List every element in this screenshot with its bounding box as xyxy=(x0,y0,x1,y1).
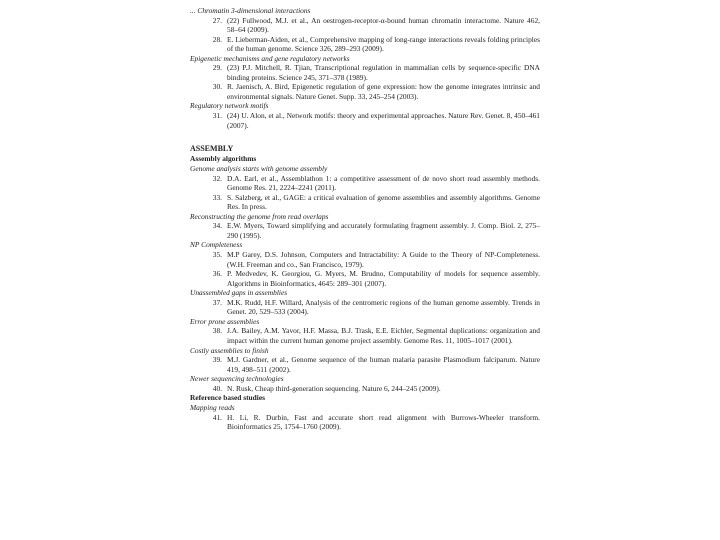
reference-text: S. Salzberg, et al., GAGE: a critical evaluation of genome assemblies and assembly algorithms. Genome Res. In press. xyxy=(227,192,540,212)
reference-number: 31. xyxy=(212,111,222,121)
reference-text: P. Medvedev, K. Georgiou, G. Myers, M. Brudno, Computability of models for sequence assembly. Algorithms in Bioinformatics, 4645: 289–301 (2007). xyxy=(227,269,540,288)
reference-number: 36. xyxy=(212,269,222,279)
reference-number: 40. xyxy=(212,383,222,393)
reference-entry xyxy=(190,63,540,82)
topic-label: Costly assemblies to finish xyxy=(190,345,269,355)
reference-text: (22) Fullwood, M.J. et al., An oestrogen-receptor-α-bound human chromatin interactome. Nature 462, 58–64 (2009). xyxy=(227,15,540,35)
topic-label: ... Chromatin 3-dimensional interactions xyxy=(190,6,311,15)
reference-number: 28. xyxy=(212,34,222,44)
reference-list xyxy=(190,6,540,432)
reference-entry xyxy=(190,384,540,394)
reference-entry xyxy=(190,16,540,35)
reference-number: 38. xyxy=(212,326,222,336)
topic-label: Newer sequencing technologies xyxy=(190,374,284,384)
reference-number: 39. xyxy=(212,355,222,365)
reference-text: M.J. Gardner, et al., Genome sequence of the human malaria parasite Plasmodium falciparum. Nature 419, 498–511 (2002). xyxy=(227,355,540,374)
topic-label: Mapping reads xyxy=(190,403,235,413)
reference-number: 34. xyxy=(212,221,222,231)
topic-label: NP Completeness xyxy=(190,240,243,250)
reference-text: M.P Garey, D.S. Johnson, Computers and Intractability: A Guide to the Theory of NP-Completeness. (W.H. Freeman and co., San Francisco, 1979). xyxy=(227,250,540,269)
reference-entry xyxy=(190,326,540,345)
reference-number: 33. xyxy=(212,192,222,202)
reference-entry xyxy=(190,269,540,288)
topic-label: Regulatory network motifs xyxy=(190,101,269,111)
subsection-heading: Reference based studies xyxy=(190,393,265,403)
reference-text: R. Jaenisch, A. Bird, Epigenetic regulation of gene expression: how the genome integrates intrinsic and environmental signals. Nature Genet. Supp. 33, 245–254 (2003). xyxy=(227,82,540,101)
topic-label: Epigenetic mechanisms and gene regulatory networks xyxy=(190,53,350,63)
reference-number: 35. xyxy=(212,250,222,260)
reference-text: (23) P.J. Mitchell, R. Tjian, Transcriptional regulation in mammalian cells by sequence-specific DNA binding proteins. Science 245, 371–378 (1989). xyxy=(227,63,540,82)
reference-entry xyxy=(190,298,540,317)
subsection-heading: Assembly algorithms xyxy=(190,154,257,164)
reference-entry xyxy=(190,413,540,432)
reference-entry xyxy=(190,250,540,269)
reference-text: E.W. Myers, Toward simplifying and accurately formulating fragment assembly. J. Comp. Biol. 2, 275–290 (1995). xyxy=(227,221,540,240)
reference-entry xyxy=(190,174,540,193)
reference-entry xyxy=(190,221,540,240)
topic-label: Error prone assemblies xyxy=(190,316,260,326)
section-heading: ASSEMBLY xyxy=(190,144,234,154)
reference-number: 29. xyxy=(212,63,222,73)
reference-number: 30. xyxy=(212,82,222,92)
reference-number: 27. xyxy=(212,15,222,25)
reference-entry xyxy=(190,35,540,54)
reference-text: E. Lieberman-Aiden, et al., Comprehensive mapping of long-range interactions reveals folding principles of the human genome. Science 326, 289–293 (2009). xyxy=(227,34,540,54)
reference-text: J.A. Bailey, A.M. Yavor, H.F. Massa, B.J. Trask, E.E. Eichler, Segmental duplications: organization and impact within the current human genome project assembly. Genome Res. 11, 1005–1017 (2001). xyxy=(227,326,540,345)
topic-label: Reconstructing the genome from read overlaps xyxy=(190,211,329,221)
reference-text: N. Rusk, Cheap third-generation sequencing. Nature 6, 244–245 (2009). xyxy=(227,383,441,393)
reference-text: D.A. Earl, et al., Assemblathon 1: a competitive assessment of de novo short read assembly methods. Genome Res. 21, 2224–2241 (2011). xyxy=(227,173,540,193)
reference-text: (24) U. Alon, et al., Network motifs: theory and experimental approaches. Nature Rev. Genet. 8, 450–461 (2007). xyxy=(227,111,540,130)
topic-label: Genome analysis starts with genome assembly xyxy=(190,164,328,174)
reference-text: M.K. Rudd, H.F. Willard, Analysis of the centromeric regions of the human genome assembly. Trends in Genet. 20, 529–533 (2004). xyxy=(227,297,540,317)
reference-entry xyxy=(190,82,540,101)
reference-number: 32. xyxy=(212,173,222,183)
reference-number: 41. xyxy=(212,412,222,422)
reference-number: 37. xyxy=(212,297,222,307)
reference-text: H. Li, R. Durbin, Fast and accurate short read alignment with Burrows-Wheeler transform. Bioinformatics 25, 1754–1760 (2009). xyxy=(227,412,540,432)
reference-entry xyxy=(190,111,540,130)
reference-entry xyxy=(190,193,540,212)
topic-label: Unassembled gaps in assemblies xyxy=(190,288,288,298)
reference-entry xyxy=(190,355,540,374)
